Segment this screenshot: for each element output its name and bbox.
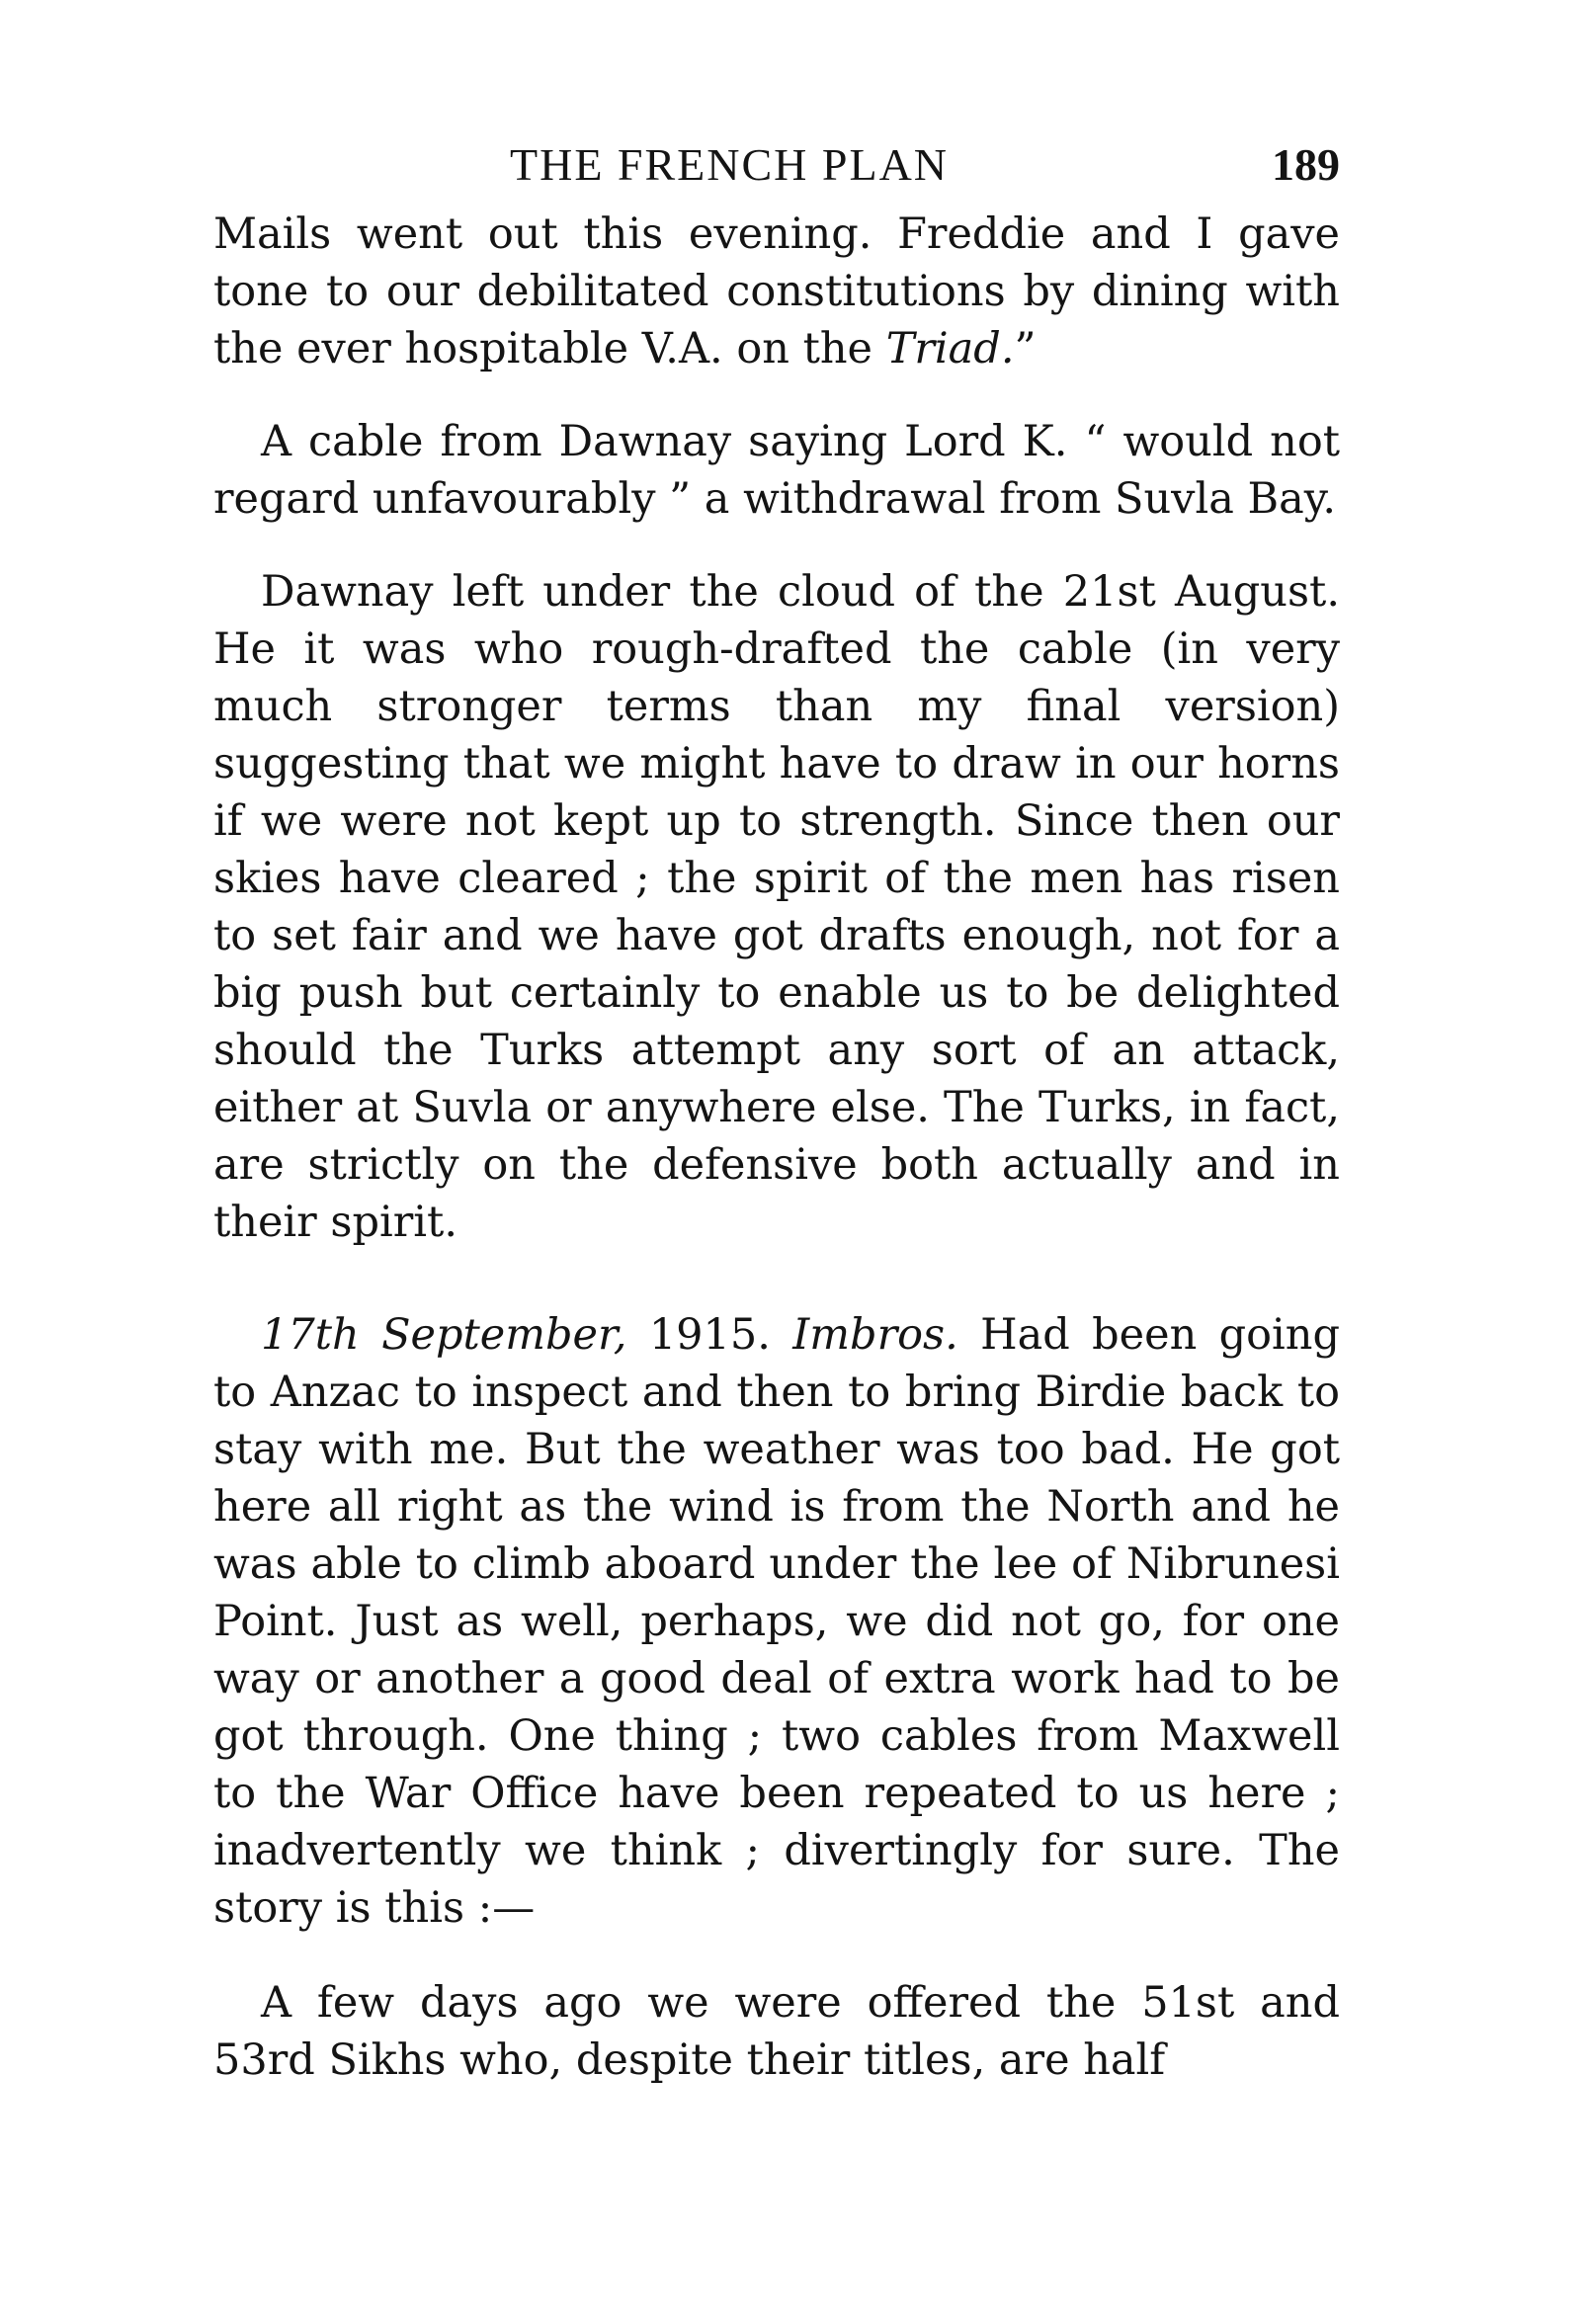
paragraph-sikhs: A few days ago we were offered the 51st and 53rd Sikhs who, despite their titles, are half (213, 1978, 1340, 2085)
paragraph-mails-text: Mails went out this evening. Freddie and I gave tone to our debilitated constitutions by dining with the ever hospitable V.A. on the (213, 209, 1340, 374)
closing-quote: ” (1014, 324, 1037, 374)
entry-text: Had been going to Anzac to inspect and then to bring Birdie back to stay with me. But the weather was too bad. He got here all right as the wind is from the North and he was able to climb aboard under the lee of Nibrunesi Point. Just as well, perhaps, we did not go, for one way or another a good deal of extra work had to be got through. One thing ; two cables from Maxwell to the War Office have been repeated to us here ; inadvertently we think ; divertingly for sure. The story is this :— (213, 1310, 1341, 1933)
paragraph-mails (213, 206, 1340, 377)
entry-date-month: September, (381, 1310, 627, 1360)
running-head (213, 138, 1340, 200)
paragraph-dawnay: Dawnay left under the cloud of the 21st August. He it was who rough-drafted the cable (in very much stronger terms than my final version) suggesting that we might have to draw in our horns if we were not kept up to strength. Since then our skies have cleared ; the spirit of the men has risen to set fair and we have got drafts enough, not for a big push but certainly to enable us to be delighted should the Turks attempt any sort of an attack, either at Suvla or anywhere else. The Turks, in fact, are strictly on the defensive both actually and in their spirit. (213, 567, 1340, 1247)
ship-name: Triad. (885, 324, 1015, 374)
book-page (213, 138, 1340, 2089)
paragraph-diary-entry (213, 1306, 1340, 1937)
chapter-title: THE FRENCH PLAN (510, 139, 950, 190)
entry-place: Imbros. (792, 1310, 958, 1360)
entry-date-year: 1915. (626, 1310, 793, 1360)
entry-date-day: 17th (261, 1310, 360, 1360)
paragraph-cable: A cable from Dawnay saying Lord K. “ would not regard unfavourably ” a withdrawal from Suvla Bay. (213, 417, 1340, 524)
page-number: 189 (1272, 139, 1340, 190)
